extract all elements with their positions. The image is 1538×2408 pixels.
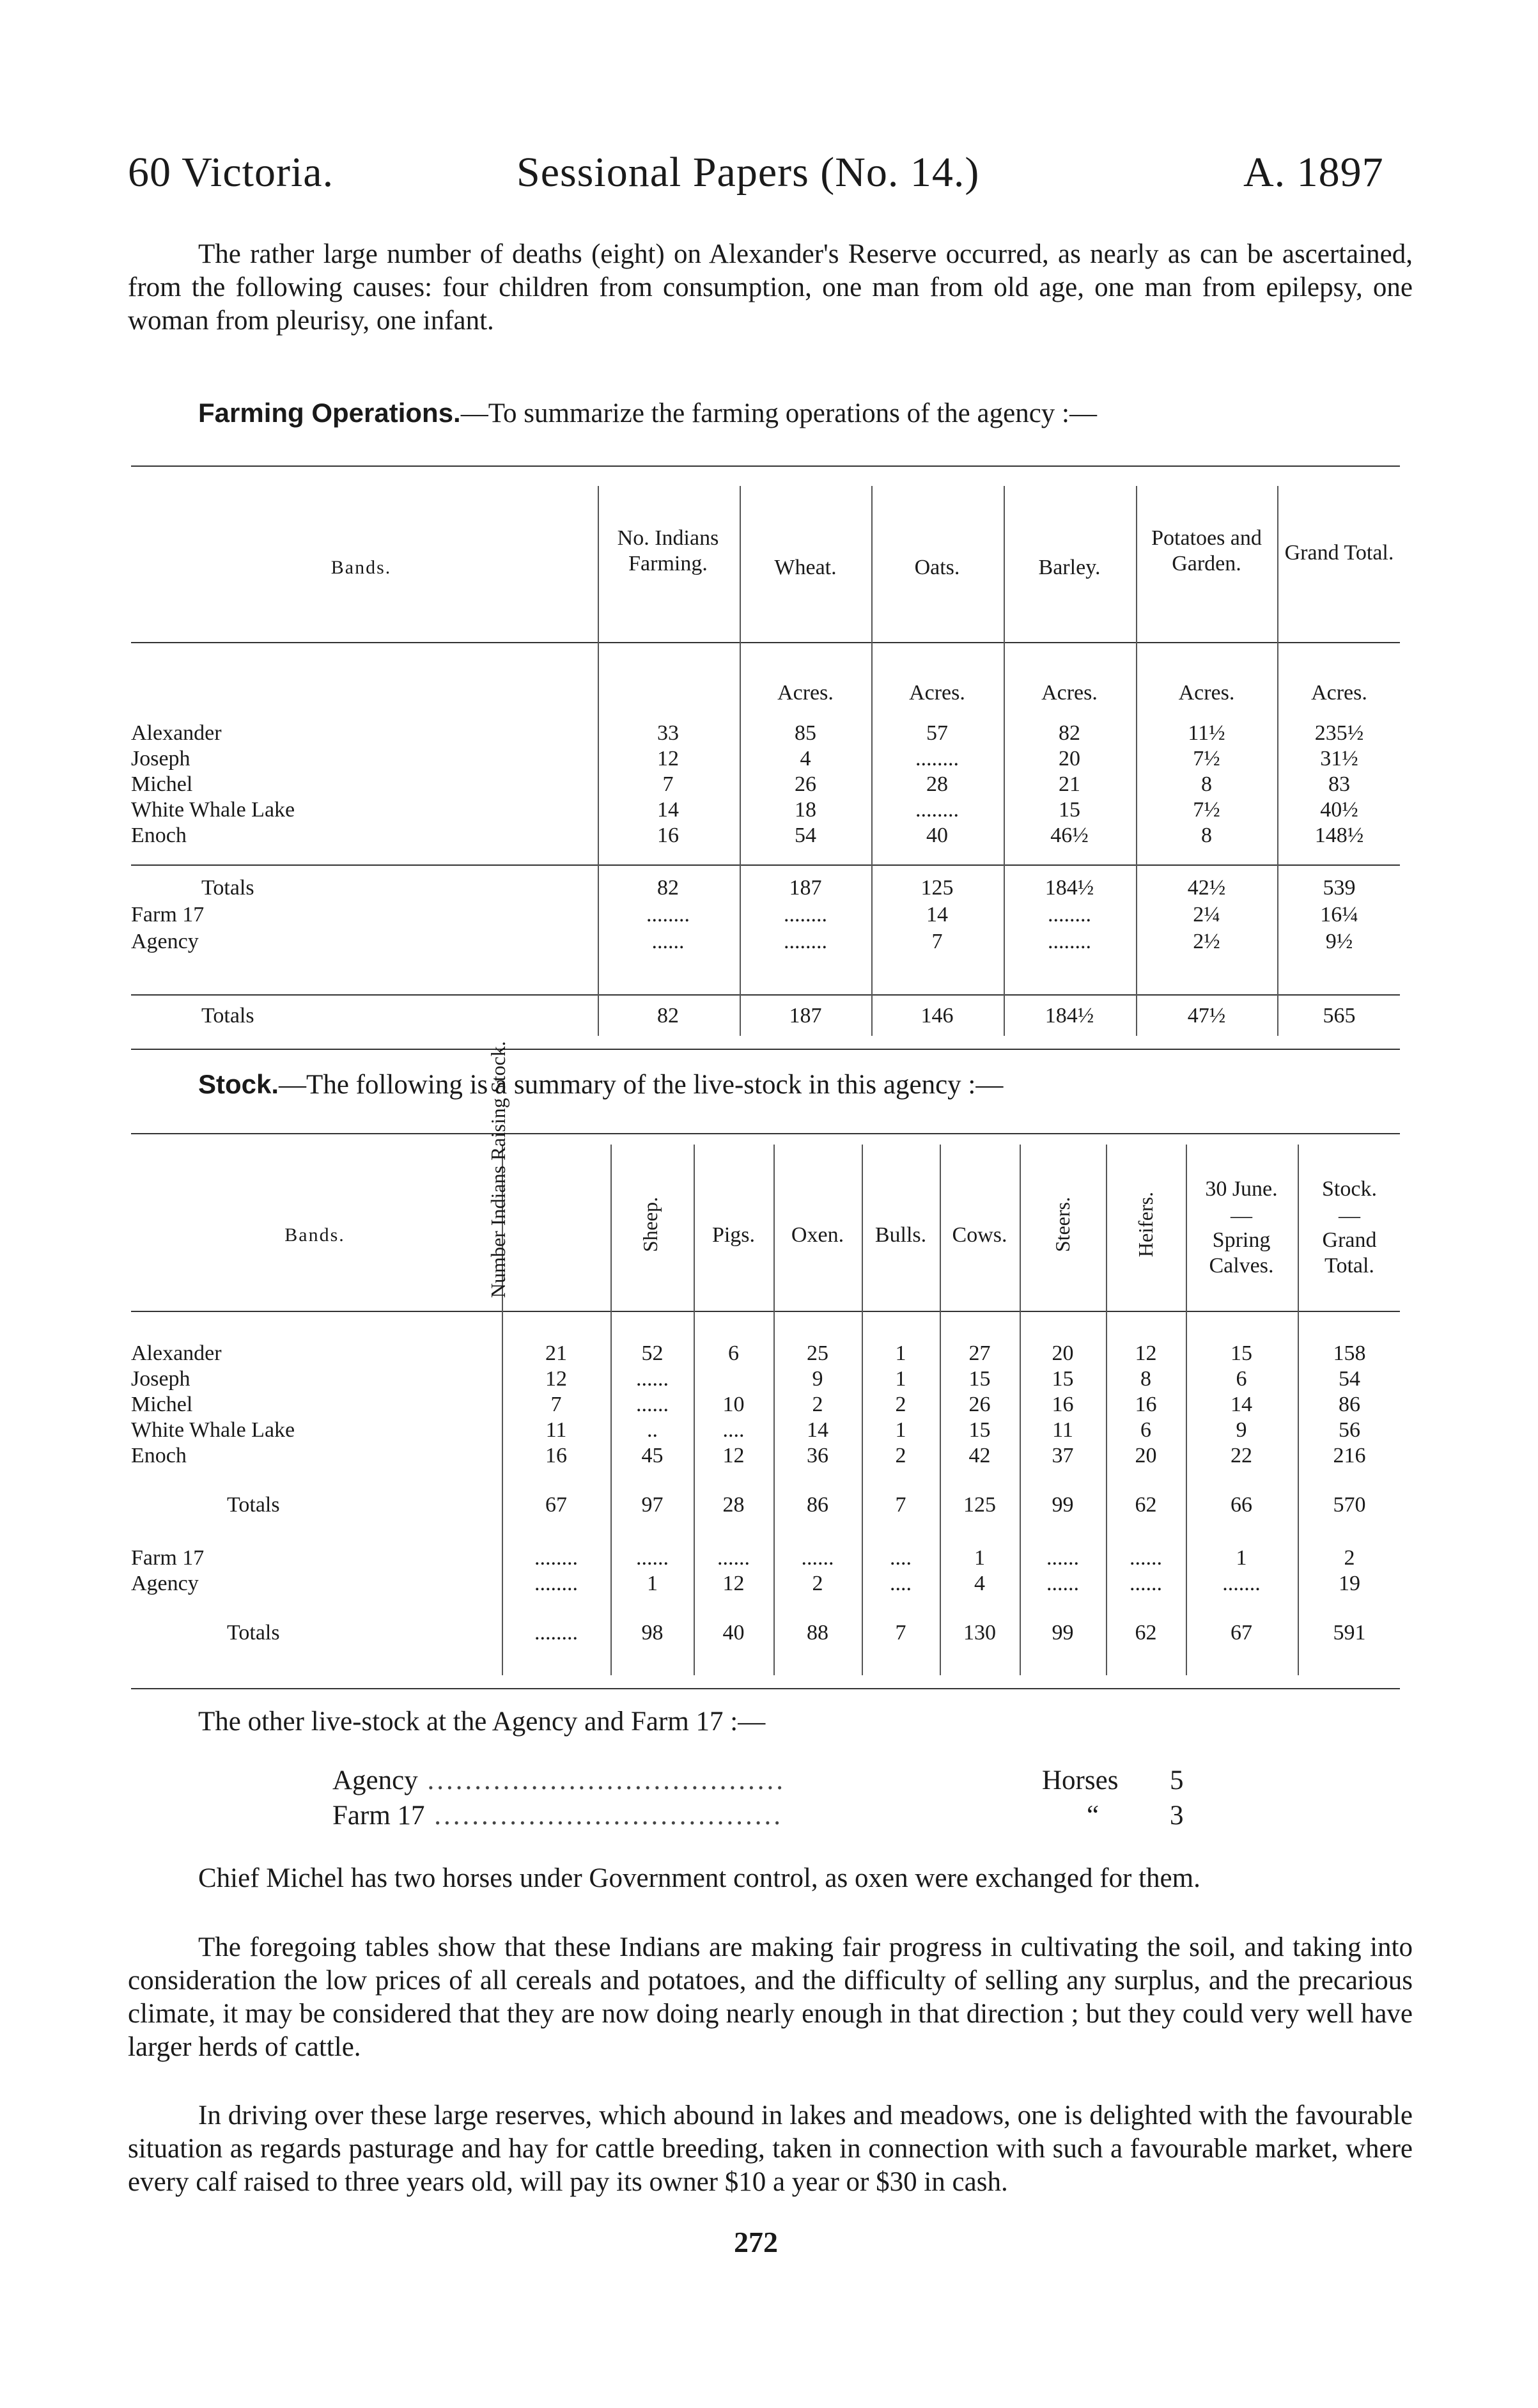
farming-row-label: Totals	[201, 876, 254, 900]
stock-cell-heifers: 62	[1135, 1621, 1157, 1645]
stock-cell-oxen: 88	[807, 1621, 828, 1645]
farming-cell-no: 7	[662, 772, 674, 796]
stock-col-dash1: —	[1231, 1204, 1252, 1228]
stock-cell-bulls: 7	[895, 1493, 906, 1517]
stock-cell-oxen: 86	[807, 1493, 828, 1517]
stock-col-cows: Cows.	[952, 1223, 1007, 1247]
stock-cell-steers: 15	[1052, 1367, 1074, 1391]
unit-barley: Acres.	[1041, 681, 1098, 705]
stock-col-grand: Grand Total.	[1322, 1228, 1377, 1278]
farming-col-no: No. Indians Farming.	[617, 526, 719, 575]
farming-row-label: Joseph	[131, 747, 190, 770]
farming-cell-barley: 82	[1059, 721, 1080, 745]
stock-cell-total: 56	[1339, 1418, 1360, 1442]
stock-cell-cows: 15	[968, 1418, 991, 1442]
stock-col-number: Number Indians Raising Stock.	[486, 1041, 509, 1298]
stock-cell-cows: 130	[963, 1621, 996, 1645]
farming-cell-wheat: 54	[795, 824, 816, 847]
stock-cell-num: ........	[534, 1572, 578, 1595]
header-center: Sessional Papers (No. 14.)	[517, 149, 980, 196]
stock-cell-steers: ......	[1046, 1572, 1079, 1595]
stock-cell-pigs: ....	[722, 1418, 745, 1442]
stock-cell-heifers: 62	[1135, 1493, 1157, 1517]
other-stock-line-farm	[332, 1800, 1259, 1831]
stock-cell-steers: 37	[1052, 1444, 1074, 1467]
stock-cell-total: 19	[1339, 1572, 1360, 1595]
stock-cell-sheep: ......	[636, 1367, 669, 1391]
farming-cell-wheat: 187	[789, 1004, 822, 1028]
other-stock-intro: The other live-stock at the Agency and Farm 17 :—	[198, 1707, 766, 1737]
farming-cell-barley: 20	[1059, 747, 1080, 770]
farming-cell-wheat: 18	[795, 798, 816, 822]
other-agency-count: 5	[1170, 1765, 1184, 1795]
unit-potatoes: Acres.	[1178, 681, 1235, 705]
stock-cell-num: 12	[545, 1367, 567, 1391]
farming-cell-barley: 21	[1059, 772, 1080, 796]
farming-cell-potatoes: 11½	[1188, 721, 1225, 745]
stock-cell-calves: .......	[1222, 1572, 1261, 1595]
farming-row-label: Totals	[201, 1004, 254, 1028]
unit-total: Acres.	[1311, 681, 1367, 705]
farming-cell-no: 82	[657, 876, 679, 900]
farming-row-label: Farm 17	[131, 903, 205, 926]
stock-cell-cows: 27	[968, 1341, 991, 1365]
stock-row-label: White Whale Lake	[131, 1418, 295, 1442]
stock-cell-sheep: ......	[636, 1393, 669, 1416]
stock-cell-sheep: ..	[647, 1418, 658, 1442]
stock-cell-pigs: ......	[717, 1546, 750, 1570]
stock-cell-sheep: 45	[641, 1444, 664, 1467]
farming-cell-wheat: 85	[795, 721, 816, 745]
farming-cell-barley: ........	[1048, 903, 1091, 926]
stock-cell-pigs: 12	[722, 1572, 745, 1595]
farming-cell-potatoes: 2¼	[1193, 903, 1220, 926]
stock-cell-bulls: 1	[895, 1418, 906, 1442]
stock-cell-cows: 26	[968, 1393, 991, 1416]
stock-cell-num: ........	[534, 1621, 578, 1645]
stock-cell-pigs: 10	[722, 1393, 745, 1416]
stock-cell-sheep: 52	[641, 1341, 664, 1365]
farming-cell-total: 31½	[1320, 747, 1358, 770]
stock-cell-sheep: 97	[641, 1493, 664, 1517]
stock-col-steers: Steers.	[1051, 1196, 1074, 1253]
stock-cell-bulls: 2	[895, 1444, 906, 1467]
header-left: 60 Victoria.	[128, 149, 334, 196]
stock-col-sheep: Sheep.	[639, 1196, 662, 1253]
stock-cell-calves: 9	[1236, 1418, 1247, 1442]
stock-row-label: Totals	[227, 1493, 280, 1517]
stock-cell-total: 591	[1333, 1621, 1366, 1645]
stock-cell-heifers: 16	[1135, 1393, 1157, 1416]
stock-cell-bulls: ....	[890, 1546, 912, 1570]
farming-cell-no: 16	[657, 824, 679, 847]
farming-cell-wheat: ........	[784, 903, 827, 926]
stock-cell-bulls: 7	[895, 1621, 906, 1645]
stock-col-pigs: Pigs.	[711, 1223, 756, 1247]
stock-cell-pigs: 28	[722, 1493, 745, 1517]
farming-cell-oats: 146	[920, 1004, 954, 1028]
farming-cell-oats: 40	[926, 824, 948, 847]
stock-row-label: Farm 17	[131, 1546, 205, 1570]
farming-cell-potatoes: 8	[1201, 772, 1212, 796]
farming-col-total: Grand Total.	[1284, 541, 1394, 565]
stock-row-label: Joseph	[131, 1367, 190, 1391]
stock-cell-pigs: 6	[728, 1341, 739, 1365]
farming-col-wheat: Wheat.	[774, 556, 837, 579]
farming-cell-total: 83	[1328, 772, 1350, 796]
stock-cell-calves: 6	[1236, 1367, 1247, 1391]
stock-cell-sheep: 98	[641, 1621, 664, 1645]
farming-cell-oats: ........	[915, 798, 959, 822]
stock-cell-num: 16	[545, 1444, 567, 1467]
stock-cell-oxen: 36	[807, 1444, 828, 1467]
farming-intro: —To summarize the farming operations of the agency :—	[460, 398, 1097, 428]
stock-cell-pigs: 12	[722, 1444, 745, 1467]
stock-cell-cows: 42	[968, 1444, 991, 1467]
farming-row-label: Alexander	[131, 721, 222, 745]
unit-wheat: Acres.	[777, 681, 834, 705]
other-farm-label: Farm 17	[332, 1801, 425, 1831]
stock-cell-calves: 22	[1231, 1444, 1252, 1467]
farming-cell-barley: 15	[1059, 798, 1080, 822]
stock-cell-total: 570	[1333, 1493, 1366, 1517]
stock-col-bands: Bands.	[284, 1224, 345, 1246]
stock-cell-total: 86	[1339, 1393, 1360, 1416]
farming-cell-total: 16¼	[1320, 903, 1358, 926]
closing-paragraph-1	[128, 1862, 1413, 1895]
intro-paragraph	[128, 238, 1413, 338]
farming-cell-wheat: 4	[800, 747, 811, 770]
stock-cell-steers: 16	[1052, 1393, 1074, 1416]
other-stock-line-agency	[332, 1765, 1259, 1796]
stock-col-bulls: Bulls.	[874, 1223, 927, 1247]
stock-cell-heifers: 20	[1135, 1444, 1157, 1467]
stock-cell-steers: 99	[1052, 1621, 1074, 1645]
stock-cell-bulls: ....	[890, 1572, 912, 1595]
farming-cell-oats: 125	[920, 876, 954, 900]
farming-col-bands: Bands.	[330, 557, 392, 578]
header-right: A. 1897	[1243, 149, 1384, 196]
stock-cell-heifers: ......	[1130, 1546, 1162, 1570]
closing-text-3: In driving over these large reserves, which abound in lakes and meadows, one is delighted with the favourable situation as regards pasturage and hay for cattle breeding, taken in connection with such a favourable market, where every calf raised to three years old, will pay its owner $10 a year or $30 in cash.	[128, 2100, 1413, 2197]
stock-row-label: Agency	[131, 1572, 199, 1595]
closing-text-1: Chief Michel has two horses under Government control, as oxen were exchanged for them.	[198, 1863, 1200, 1893]
stock-cell-total: 54	[1339, 1367, 1360, 1391]
farming-cell-wheat: ........	[784, 930, 827, 953]
stock-cell-steers: 20	[1052, 1341, 1074, 1365]
farming-cell-potatoes: 8	[1201, 824, 1212, 847]
farming-cell-no: ......	[651, 930, 685, 953]
farming-cell-wheat: 187	[789, 876, 822, 900]
closing-text-2: The foregoing tables show that these Indians are making fair progress in cultivating the soil, and taking into consideration the low prices of all cereals and potatoes, and the difficulty of selling any surplus, and the precarious climate, it may be considered that they are now doing nearly enough in that direction ; but they could very well have larger herds of cattle.	[128, 1932, 1413, 2062]
farming-row-label: Michel	[131, 772, 193, 796]
stock-heading: Stock.	[198, 1069, 279, 1099]
stock-cell-steers: 99	[1052, 1493, 1074, 1517]
stock-row-label: Enoch	[131, 1444, 187, 1467]
stock-col-stock: Stock.	[1322, 1177, 1377, 1201]
stock-cell-calves: 14	[1231, 1393, 1252, 1416]
leader-dots: ......................................	[417, 1765, 786, 1795]
farming-col-potatoes: Potatoes and Garden.	[1151, 526, 1262, 575]
farming-cell-no: 12	[657, 747, 679, 770]
farming-cell-barley: ........	[1048, 930, 1091, 953]
stock-cell-num: 21	[545, 1341, 567, 1365]
unit-oats: Acres.	[909, 681, 965, 705]
stock-cell-sheep: ......	[636, 1546, 669, 1570]
stock-cell-calves: 15	[1231, 1341, 1252, 1365]
farming-cell-potatoes: 7½	[1193, 747, 1220, 770]
farming-cell-no: 14	[657, 798, 679, 822]
farming-cell-no: 33	[657, 721, 679, 745]
stock-intro: —The following is a summary of the live-stock in this agency :—	[279, 1070, 1004, 1100]
farming-cell-no: ........	[646, 903, 690, 926]
page-number: 272	[734, 2226, 778, 2258]
stock-cell-calves: 1	[1236, 1546, 1247, 1570]
stock-cell-heifers: 8	[1140, 1367, 1151, 1391]
stock-cell-pigs: 40	[722, 1621, 745, 1645]
stock-cell-cows: 4	[974, 1572, 985, 1595]
farming-cell-total: 565	[1323, 1004, 1356, 1028]
stock-col-oxen: Oxen.	[791, 1223, 844, 1247]
farming-cell-potatoes: 7½	[1193, 798, 1220, 822]
farming-cell-oats: 28	[926, 772, 948, 796]
farming-cell-total: 148½	[1314, 824, 1364, 847]
stock-cell-cows: 1	[974, 1546, 985, 1570]
other-farm-kind: “	[1087, 1801, 1099, 1831]
stock-row-label: Totals	[227, 1621, 280, 1645]
farming-cell-barley: 46½	[1050, 824, 1089, 847]
other-farm-count: 3	[1170, 1801, 1184, 1831]
stock-col-30june: 30 June.	[1205, 1177, 1278, 1201]
stock-cell-heifers: ......	[1130, 1572, 1162, 1595]
farming-cell-total: 539	[1323, 876, 1356, 900]
farming-cell-total: 40½	[1320, 798, 1358, 822]
stock-col-heifers: Heifers.	[1134, 1191, 1157, 1258]
farming-cell-total: 235½	[1314, 721, 1364, 745]
farming-cell-potatoes: 47½	[1187, 1004, 1226, 1028]
stock-cell-oxen: 2	[812, 1572, 823, 1595]
intro-text: The rather large number of deaths (eight) on Alexander's Reserve occurred, as nearly as can be ascertained, from the following causes: four children from consumption, one man from old age, one man from epilepsy, one woman from pleurisy, one infant.	[128, 239, 1413, 336]
stock-cell-cows: 15	[968, 1367, 991, 1391]
stock-cell-total: 158	[1333, 1341, 1366, 1365]
stock-col-spring: Spring Calves.	[1209, 1228, 1274, 1278]
stock-row-label: Alexander	[131, 1341, 222, 1365]
farming-cell-wheat: 26	[795, 772, 816, 796]
stock-cell-bulls: 1	[895, 1367, 906, 1391]
stock-cell-bulls: 1	[895, 1341, 906, 1365]
stock-cell-cows: 125	[963, 1493, 996, 1517]
closing-paragraph-2	[128, 1931, 1413, 2064]
stock-cell-num: ........	[534, 1546, 578, 1570]
stock-cell-oxen: 14	[807, 1418, 828, 1442]
farming-cell-barley: 184½	[1045, 1004, 1094, 1028]
stock-cell-oxen: 9	[812, 1367, 823, 1391]
closing-paragraph-3	[128, 2099, 1413, 2199]
stock-heading-line	[198, 1069, 1003, 1100]
stock-cell-bulls: 2	[895, 1393, 906, 1416]
stock-cell-heifers: 12	[1135, 1341, 1157, 1365]
farming-heading-line	[198, 398, 1097, 429]
other-agency-label: Agency	[332, 1765, 418, 1795]
stock-cell-calves: 67	[1231, 1621, 1252, 1645]
stock-cell-total: 216	[1333, 1444, 1366, 1467]
stock-cell-oxen: 25	[807, 1341, 828, 1365]
stock-cell-steers: ......	[1046, 1546, 1079, 1570]
farming-cell-oats: 7	[931, 930, 943, 953]
farming-cell-oats: ........	[915, 747, 959, 770]
farming-cell-potatoes: 42½	[1187, 876, 1226, 900]
farming-col-barley: Barley.	[1038, 556, 1101, 579]
stock-cell-oxen: 2	[812, 1393, 823, 1416]
stock-cell-num: 11	[545, 1418, 567, 1442]
stock-cell-heifers: 6	[1140, 1418, 1151, 1442]
stock-cell-total: 2	[1344, 1546, 1355, 1570]
stock-cell-steers: 11	[1052, 1418, 1073, 1442]
farming-col-oats: Oats.	[914, 556, 960, 579]
farming-row-label: Enoch	[131, 824, 187, 847]
stock-cell-oxen: ......	[801, 1546, 834, 1570]
other-agency-kind: Horses	[1042, 1765, 1119, 1795]
leader-dots: .....................................	[424, 1801, 784, 1831]
farming-cell-total: 9½	[1325, 930, 1353, 953]
stock-cell-sheep: 1	[647, 1572, 658, 1595]
farming-cell-potatoes: 2½	[1193, 930, 1220, 953]
stock-cell-num: 67	[545, 1493, 567, 1517]
stock-cell-calves: 66	[1231, 1493, 1252, 1517]
farming-cell-barley: 184½	[1045, 876, 1094, 900]
farming-row-label: Agency	[131, 930, 199, 953]
stock-col-dash2: —	[1339, 1204, 1360, 1228]
stock-cell-num: 7	[550, 1393, 562, 1416]
farming-cell-no: 82	[657, 1004, 679, 1028]
farming-row-label: White Whale Lake	[131, 798, 295, 822]
stock-row-label: Michel	[131, 1393, 193, 1416]
farming-cell-oats: 57	[926, 721, 948, 745]
farming-cell-oats: 14	[926, 903, 948, 926]
farming-heading: Farming Operations.	[198, 398, 461, 428]
